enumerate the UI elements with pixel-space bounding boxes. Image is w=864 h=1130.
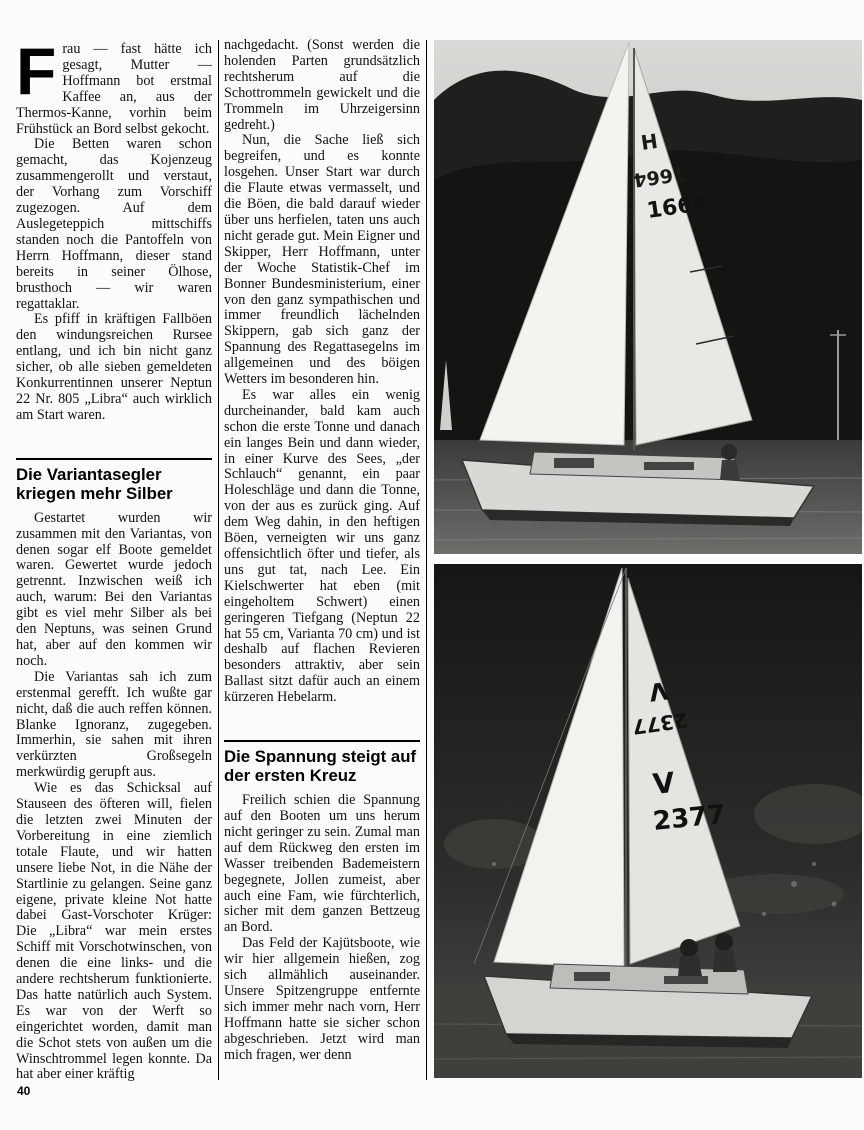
- photo-sailboat-2377: [434, 564, 862, 1078]
- drop-cap: F: [16, 34, 57, 108]
- opening-paragraph-text: rau — fast hätte ich gesagt, Mutter — Hoffmann bot erstmal Kaffee an, aus der Thermos-Kanne, vorhin beim Frühstück an Bord selbst gekocht.: [16, 41, 212, 137]
- paragraph: Nun, die Sache ließ sich begreifen, und es konnte losgehen. Unser Start war durch die Flaute etwas vermasselt, und die Böen, die bald darauf wieder über uns herfielen, taten uns auch nicht gerade gut. Mein Eigner und Skipper, Herr Hoffmann, unter der Woche Statistik-Chef im Bonner Bundesministerium, einer von den ganz sympathischen und immer freundlich lächelnden Skippern, gab sich ganz der Spannung des Regattasegelns im allgemeinen und des böigen Wetters im besonderen hin.: [224, 132, 420, 388]
- column-divider: [426, 40, 427, 1080]
- paragraph: Das Feld der Kajütsboote, wie wir hier allgemein hießen, zog sich allmählich auseinander. Unsere Spitzengruppe entfernte sich immer mehr nach vorn, Herr Hoffmann hatte sie sicher schon abgeschrieben. Jetzt wird man mich fragen, wer denn: [224, 935, 420, 1063]
- sail-mark-mirrored: V: [647, 675, 670, 707]
- paragraph: nachgedacht. (Sonst werden die holenden Parten grundsätzlich rechtsherum auf die Schottrommeln gewickelt und die Trommeln im Uhrzeigersinn gedreht.): [224, 37, 420, 133]
- paragraph: Freilich schien die Spannung auf den Booten um uns herum nicht geringer zu sein. Zumal man auf dem Rückweg den ersten im Wasser treibenden Bademeistern begegnete, Jollen zumeist, aber auch eine Fam, wie fürchterlich, sicher mit dem ganzen Bettzeug an Bord.: [224, 792, 420, 936]
- paragraph: Die Betten waren schon gemacht, das Kojenzeug zusammengerollt und verstaut, der Vorhang zum Vorschiff zugezogen. Auf dem Auslegeteppich mittschiffs standen noch die Pantoffeln von Herrn Hoffmann, dieser stand bereits in seiner Ölhose, brusthoch — wir waren regattaklar.: [16, 136, 212, 312]
- sail-number-mirrored: 1664: [631, 161, 688, 191]
- sail-mark: V: [651, 765, 677, 801]
- opening-paragraph: [16, 34, 212, 137]
- text-column-middle: [224, 38, 420, 1063]
- text-column-left: [16, 34, 212, 1083]
- section-heading-spannung: Die Spannung steigt auf der ersten Kreuz: [224, 740, 420, 785]
- paragraph: Gestartet wurden wir zusammen mit den Variantas, von denen sogar elf Boote gemeldet waren. Gewertet wurde jedoch getrennt. Inzwischen weiß ich auch, warum: Bei den Variantas gibt es viel mehr Silber als bei den Neptuns, was seinen Grund hat, aber auf den kommen wir noch.: [16, 509, 212, 669]
- sail-number-mirrored: 2377: [630, 707, 690, 740]
- sail-mark: H: [639, 128, 660, 155]
- paragraph: Es war alles ein wenig durcheinander, bald kam auch schon die erste Tonne und danach ein langes Bein und dann wieder, in einer Kurve des Sees, „der Schlauch“ genannt, ein paar Holeschläge und dann die Tonne, von der aus es zurück ging. Auf dem Weg dahin, in den heftigen Böen, verneigten wir uns ganz offensichtlich öfter und tiefer, als uns gut tat, nach Lee. Ein Kielschwerter hat eben (mit eingeholtem Schwert) einen geringeren Tiefgang (Neptun 22 hat 55 cm, Varianta 70 cm) und ist deshalb auf flachen Revieren besonders attraktiv, aber sein Ballast sitzt dafür auch an einem kürzeren Hebelarm.: [224, 386, 420, 706]
- paragraph: Die Variantas sah ich zum erstenmal gerefft. Ich wußte gar nicht, daß die auch reffen können. Blanke Ignoranz, zugegeben. Immerhin, sie sahen mit ihren verkürzten Großsegeln merkwürdig gerupft aus.: [16, 668, 212, 781]
- paragraph: Es pfiff in kräftigen Fallböen den windungsreichen Rursee entlang, und ich bin nicht ganz sicher, ob alle sieben gemeldeten Konkurrentinnen unserer Neptun 22 Nr. 805 „Libra“ auch wirklich am Start waren.: [16, 311, 212, 423]
- section-heading-variantasegler: Die Variantasegler kriegen mehr Silber: [16, 458, 212, 503]
- photo-sailboat-1664: [434, 40, 862, 554]
- paragraph: Wie es das Schicksal auf Stauseen des öfteren will, fielen die letzten zwei Minuten der Vorbereitung in eine ziemlich totale Flaute, und wir hatten unsere liebe Not, in die Nähe der Startlinie zu gelangen. Seine ganz eigene, private kleine Not hatte dabei Gast-Vorschoter Krüger: Die „Libra“ war mein erstes Schiff mit Vorschotwinschen, von denen die eine links- und die andere rechtsherum funktionierte. Das hatte natürlich auch System. Es war von der Werft so eingerichtet worden, damit man die Schot stets von außen um die Winschtrommel legen konnte. Da hat aber einer kräftig: [16, 780, 212, 1083]
- page-number: 40: [17, 1084, 31, 1098]
- sail-number: 2377: [651, 799, 727, 837]
- sail-number: 1664: [645, 190, 710, 224]
- column-divider: [218, 40, 219, 1080]
